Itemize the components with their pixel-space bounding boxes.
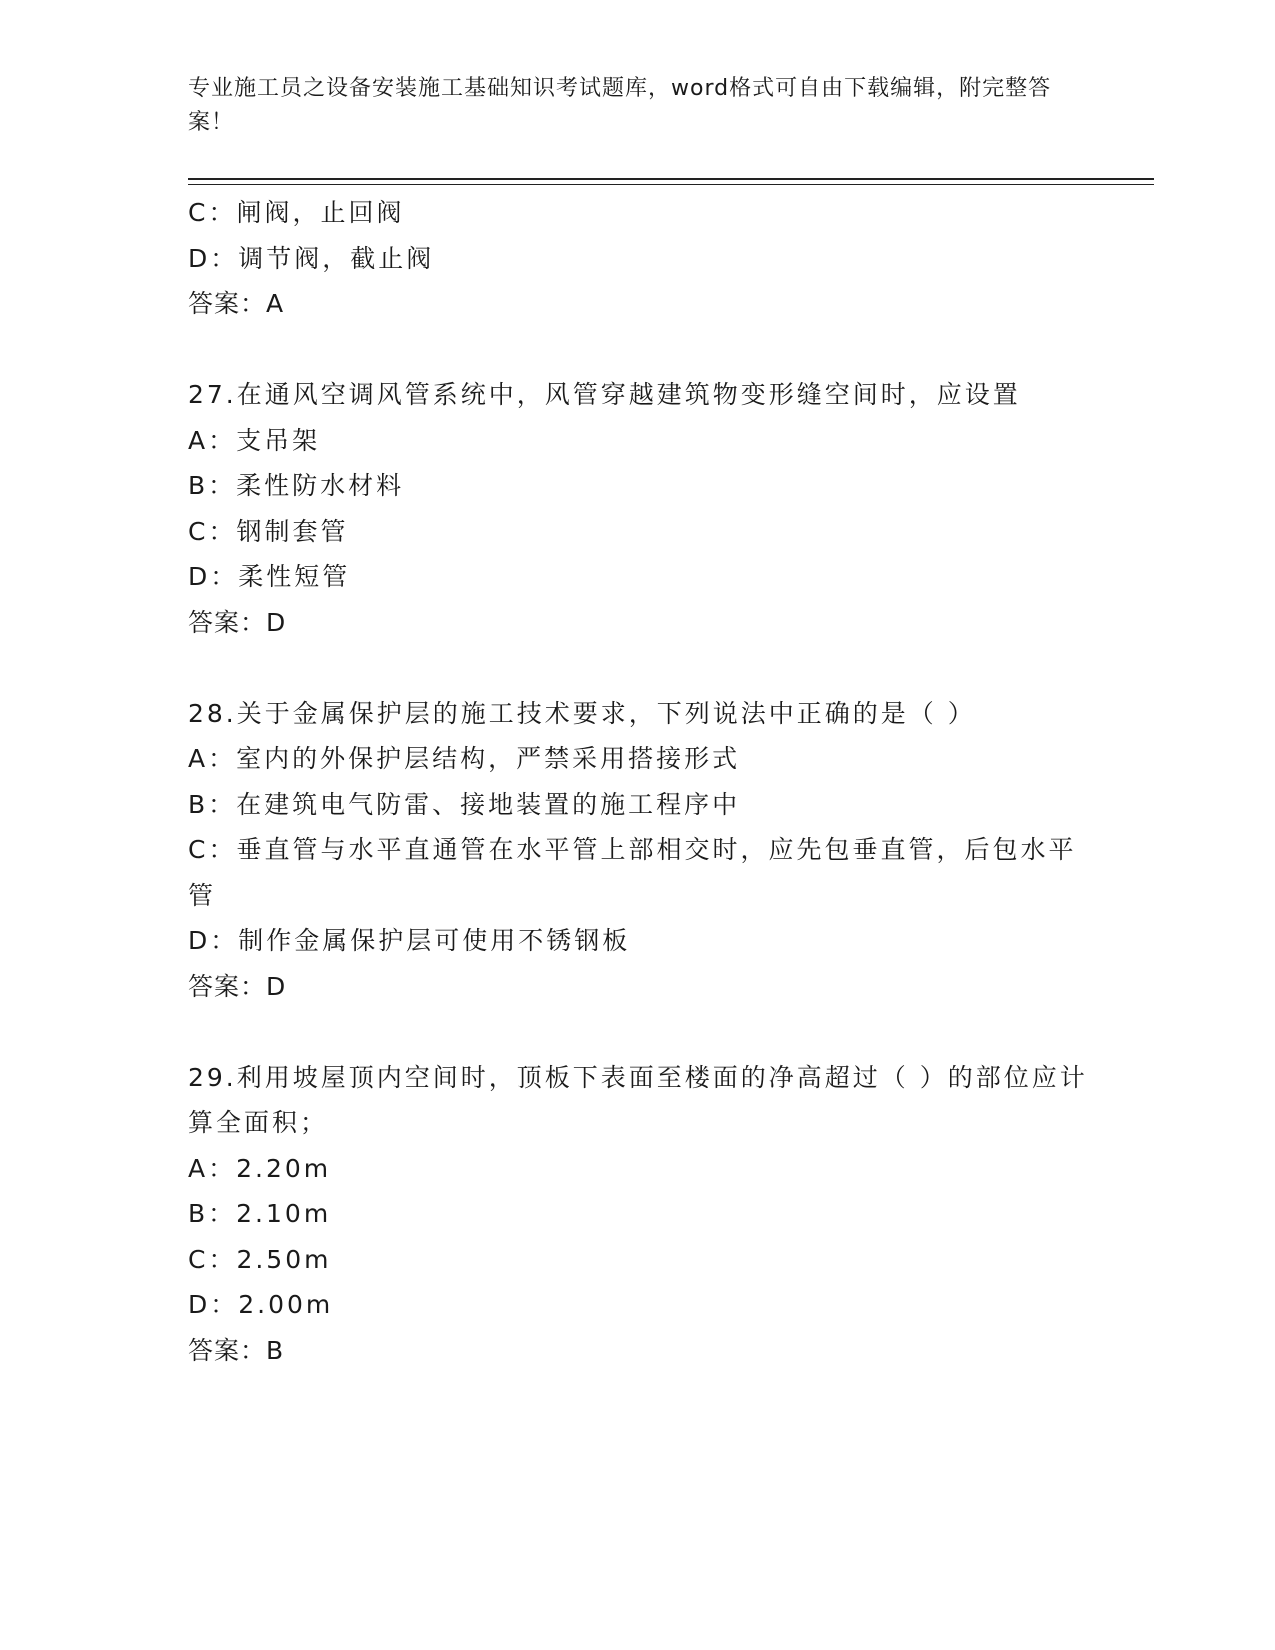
option-c: C：垂直管与水平直通管在水平管上部相交时，应先包垂直管，后包水平管 (188, 835, 1077, 910)
option-c: C：钢制套管 (188, 516, 349, 546)
option-b: B：在建筑电气防雷、接地装置的施工程序中 (188, 789, 741, 819)
question-stem: 29.利用坡屋顶内空间时，顶板下表面至楼面的净高超过（ ）的部位应计算全面积； (188, 1062, 1088, 1137)
answer-line: 答案：D (188, 607, 287, 637)
option-d: D：2.00m (188, 1290, 334, 1319)
spacer (188, 645, 1088, 691)
option-a: A：支吊架 (188, 425, 321, 455)
page-header: 专业施工员之设备安装施工基础知识考试题库，word格式可自由下载编辑，附完整答案！ (188, 76, 1052, 135)
answer-line: 答案：A (188, 289, 285, 318)
option-a: A：室内的外保护层结构，严禁采用搭接形式 (188, 744, 741, 773)
header-divider-thin (188, 184, 1154, 185)
option-c: C：闸阀，止回阀 (188, 198, 405, 227)
question-stem: 28.关于金属保护层的施工技术要求，下列说法中正确的是（ ） (188, 698, 976, 728)
question-stem: 27.在通风空调风管系统中，风管穿越建筑物变形缝空间时，应设置 (188, 380, 1021, 409)
spacer (188, 1009, 1088, 1055)
option-b: B：2.10m (188, 1199, 332, 1228)
header-divider (188, 178, 1154, 180)
spacer (188, 327, 1088, 373)
option-c: C：2.50m (188, 1244, 332, 1274)
option-b: B：柔性防水材料 (188, 471, 405, 500)
option-a: A：2.20m (188, 1153, 332, 1183)
document-body (188, 190, 1088, 1373)
answer-line: 答案：D (188, 971, 287, 1001)
option-d: D：柔性短管 (188, 562, 351, 591)
option-d: D：调节阀，截止阀 (188, 243, 435, 273)
answer-line: 答案：B (188, 1335, 285, 1365)
option-d: D：制作金属保护层可使用不锈钢板 (188, 926, 631, 955)
